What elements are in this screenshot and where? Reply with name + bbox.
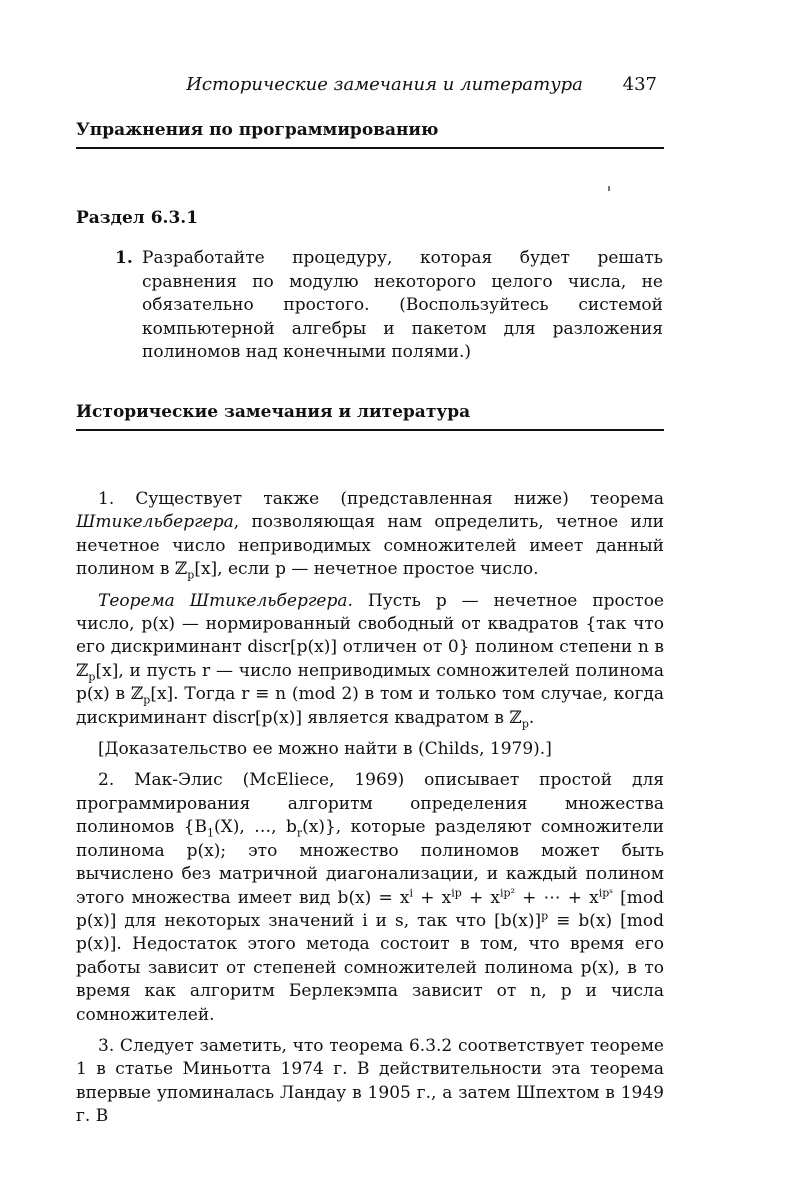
- text-run: + x: [413, 887, 452, 908]
- superscript: ip²: [499, 885, 515, 899]
- text-run: [mod p(x)] для некоторых значений i и s, так что [b(x)]: [76, 887, 665, 931]
- text-run: (X), …, b: [214, 817, 297, 838]
- paragraph-theorem: [76, 590, 664, 730]
- paragraph-mignotte: 3. Следует заметить, что теорема 6.3.2 соответствует теореме 1 в статье Миньотта 1974 г. В действительности эта теорема впервые упоминалась Ландау в 1905 г., а затем Шпехтом в 1949 г. В: [76, 1035, 664, 1127]
- subscript: p: [521, 717, 529, 731]
- text-run: [x]. Тогда r ≡ n (mod 2) в том и только том случае, когда дискриминант discr[p(x)] является квадратом в ℤ: [76, 684, 665, 728]
- theorem-name: Штикельбергера: [76, 512, 234, 533]
- exercise-number: 1.: [115, 248, 133, 268]
- paragraph-stickelberger-intro: [76, 488, 664, 582]
- text-run: 2. Мак-Элис (McEliece, 1969) описывает простой для программирования алгоритм определения множества полиномов {B: [76, 770, 664, 838]
- page-number: 437: [622, 74, 657, 95]
- paragraph-mceliece: [76, 769, 664, 1026]
- section-heading-history: Исторические замечания и литература: [76, 402, 664, 431]
- text-run: Пусть p — нечетное простое число, p(x) — нормированный свободный от квадратов {так что его дискриминант discr[p(x)] отличен от 0} полином степени n в ℤ: [76, 590, 664, 681]
- subscript: 1: [207, 826, 214, 840]
- subscript: r: [296, 826, 303, 840]
- superscript: i: [409, 885, 414, 899]
- subscript: p: [143, 693, 151, 707]
- superscript: p: [541, 909, 549, 923]
- running-title: Исторические замечания и литература: [186, 74, 583, 95]
- subscript: p: [187, 568, 195, 582]
- text-run: [x], если p — нечетное простое число.: [194, 559, 539, 580]
- ink-speck: [608, 186, 610, 191]
- text-run: , позволяющая нам определить, четное или нечетное число неприводимых сомножителей имеет данный полином в ℤ: [76, 512, 664, 580]
- paragraph-proof-reference: [Доказательство ее можно найти в (Childs, 1979).]: [98, 739, 552, 760]
- theorem-label: Теорема Штикельбергера.: [98, 590, 353, 611]
- superscript: ip: [451, 885, 462, 899]
- exercise-item: [115, 247, 663, 365]
- section-heading-programming: Упражнения по программированию: [76, 120, 664, 149]
- subsection-heading: Раздел 6.3.1: [76, 208, 199, 228]
- text-run: 1. Существует также (представленная ниже) теорема: [98, 489, 664, 509]
- running-head: [76, 74, 657, 95]
- subscript: p: [88, 670, 96, 684]
- exercise-text: Разработайте процедуру, которая будет решать сравнения по модулю некоторого целого числа, не обязательно простого. (Воспользуйтесь системой компьютерной алгебры и пакетом для разложения полиномов над конечными полями.): [142, 248, 663, 362]
- history-body: [76, 488, 664, 1137]
- text-run: .: [528, 707, 535, 728]
- text-run: ≡ b(x) [mod p(x)]. Недостаток этого метода состоит в том, что время его работы зависит от степеней сомножителей полинома p(x), в то время как алгоритм Берлекэмпа зависит от n, p и числа сомножителей.: [76, 910, 664, 1025]
- superscript: ipˢ: [598, 885, 613, 899]
- text-run: [x], и пусть r — число неприводимых сомножителей полинома p(x) в ℤ: [76, 660, 664, 705]
- text-run: + x: [461, 887, 500, 908]
- text-run: + ⋯ + x: [514, 887, 599, 908]
- text-run: (x)}, которые разделяют сомножители полинома p(x); это множество полиномов может быть вычислено без матричной диагонализации, и каждый полином этого множества имеет вид b(x) = x: [76, 817, 664, 908]
